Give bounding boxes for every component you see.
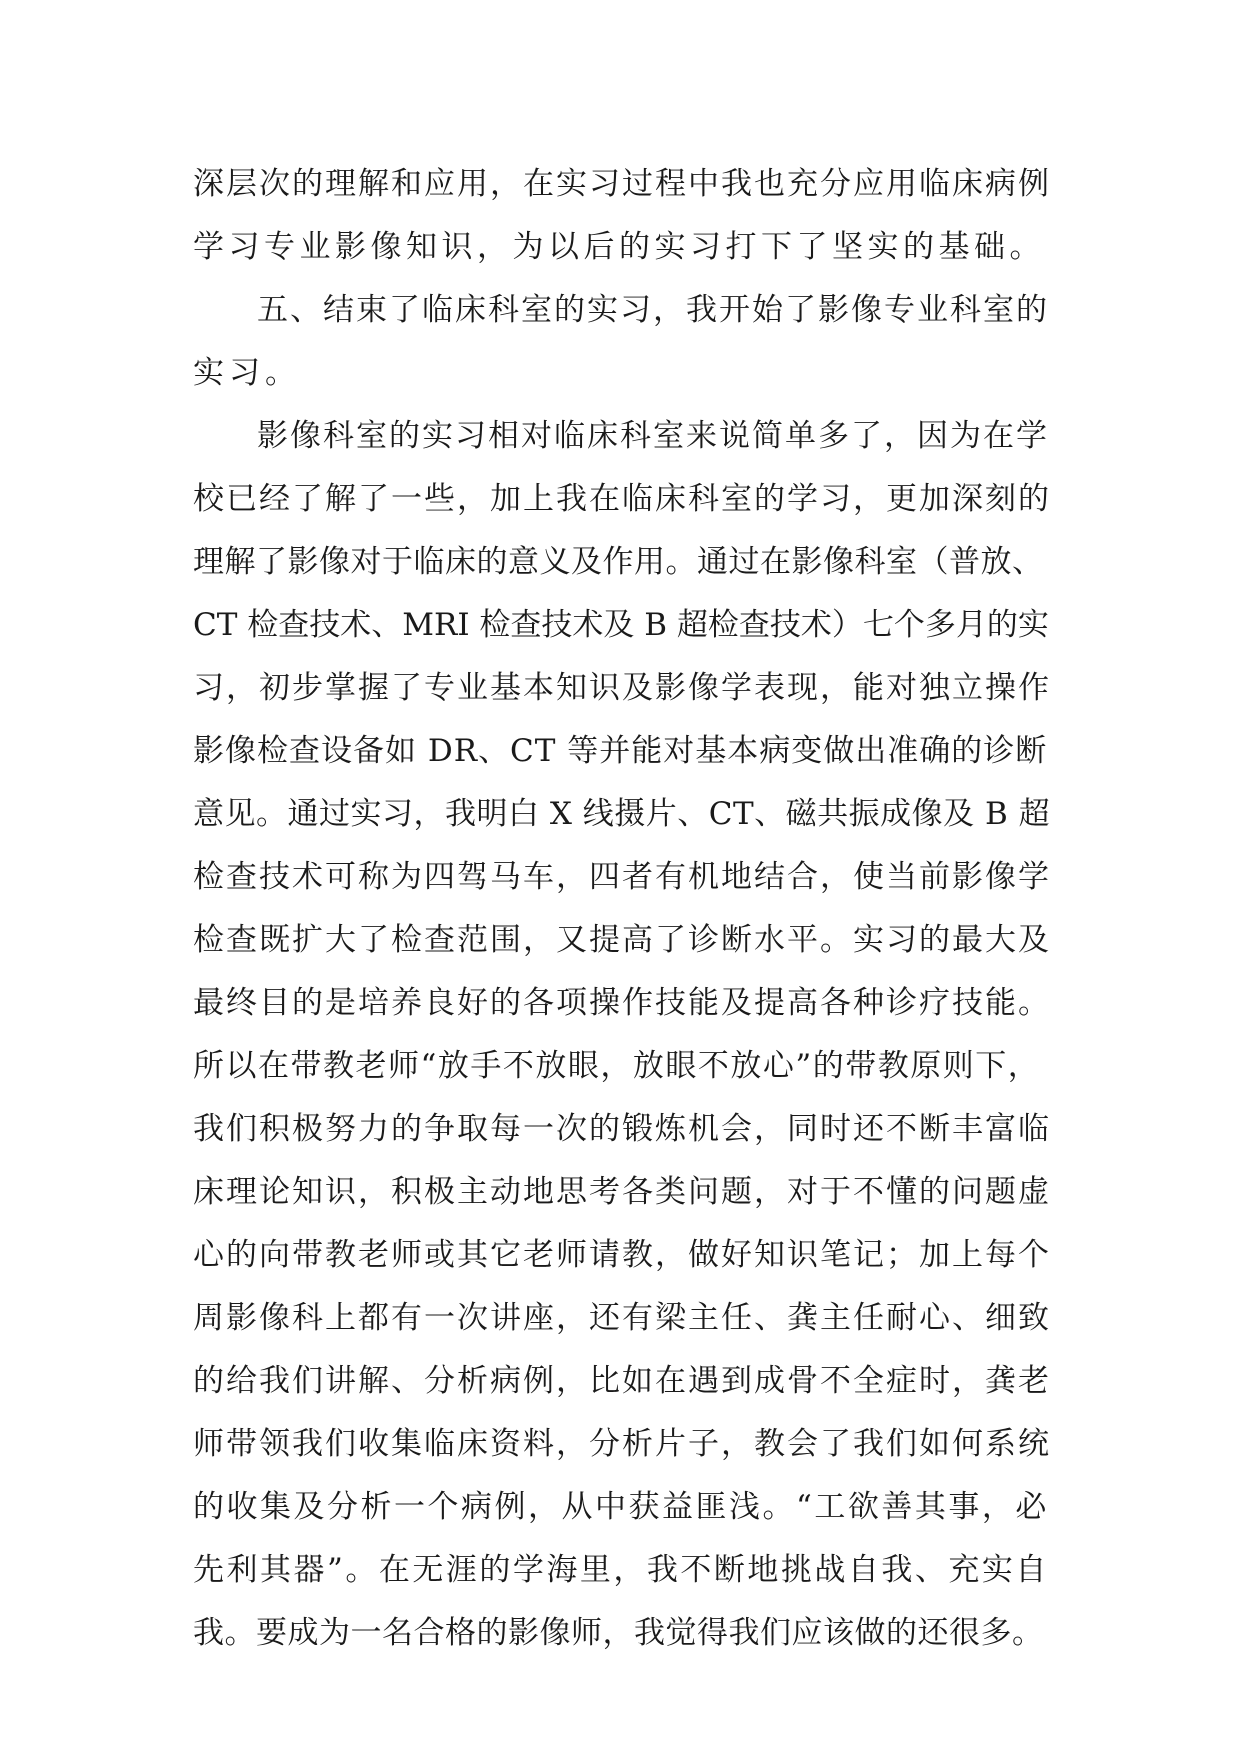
text-line: 我。要成为一名合格的影像师，我觉得我们应该做的还很多。 [193, 1615, 1044, 1651]
text-line: 检查既扩大了检查范围，又提高了诊断水平。实习的最大及 [193, 922, 1051, 958]
text-line: 实习。 [193, 355, 301, 391]
text-line: 周影像科上都有一次讲座，还有梁主任、龚主任耐心、细致 [193, 1300, 1051, 1336]
text-line: 校已经了解了一些，加上我在临床科室的学习，更加深刻的 [193, 481, 1051, 517]
text-line: 影像检查设备如 DR、CT 等并能对基本病变做出准确的诊断 [193, 733, 1048, 769]
text-line: 检查技术可称为四驾马车，四者有机地结合，使当前影像学 [193, 859, 1051, 895]
text-line: 五、结束了临床科室的实习，我开始了影像专业科室的 [257, 292, 1049, 328]
text-line: 最终目的是培养良好的各项操作技能及提高各种诊疗技能。 [193, 985, 1051, 1021]
text-line: 床理论知识，积极主动地思考各类问题，对于不懂的问题虚 [193, 1174, 1051, 1210]
document-body [193, 153, 1053, 1665]
text-line: 深层次的理解和应用，在实习过程中我也充分应用临床病例 [193, 166, 1051, 202]
text-line: 所以在带教老师“放手不放眼，放眼不放心”的带教原则下， [193, 1048, 1041, 1084]
text-line: 影像科室的实习相对临床科室来说简单多了，因为在学 [257, 418, 1049, 454]
text-line: 的给我们讲解、分析病例，比如在遇到成骨不全症时，龚老 [193, 1363, 1051, 1399]
text-line: 理解了影像对于临床的意义及作用。通过在影像科室（普放、 [193, 544, 1044, 580]
text-line: 的收集及分析一个病例，从中获益匪浅。“工欲善其事，必 [193, 1489, 1049, 1525]
text-line: 师带领我们收集临床资料，分析片子，教会了我们如何系统 [193, 1426, 1051, 1462]
text-line: 学习专业影像知识，为以后的实习打下了坚实的基础。 [193, 229, 1045, 265]
text-line: CT 检查技术、MRI 检查技术及 B 超检查技术）七个多月的实 [193, 607, 1049, 643]
text-line: 心的向带教老师或其它老师请教，做好知识笔记；加上每个 [193, 1237, 1051, 1273]
text-line: 意见。通过实习，我明白 X 线摄片、CT、磁共振成像及 B 超 [193, 796, 1051, 832]
text-line: 我们积极努力的争取每一次的锻炼机会，同时还不断丰富临 [193, 1111, 1051, 1147]
text-line: 先利其器”。在无涯的学海里，我不断地挑战自我、充实自 [193, 1552, 1049, 1588]
text-line: 习，初步掌握了专业基本知识及影像学表现，能对独立操作 [193, 670, 1051, 706]
